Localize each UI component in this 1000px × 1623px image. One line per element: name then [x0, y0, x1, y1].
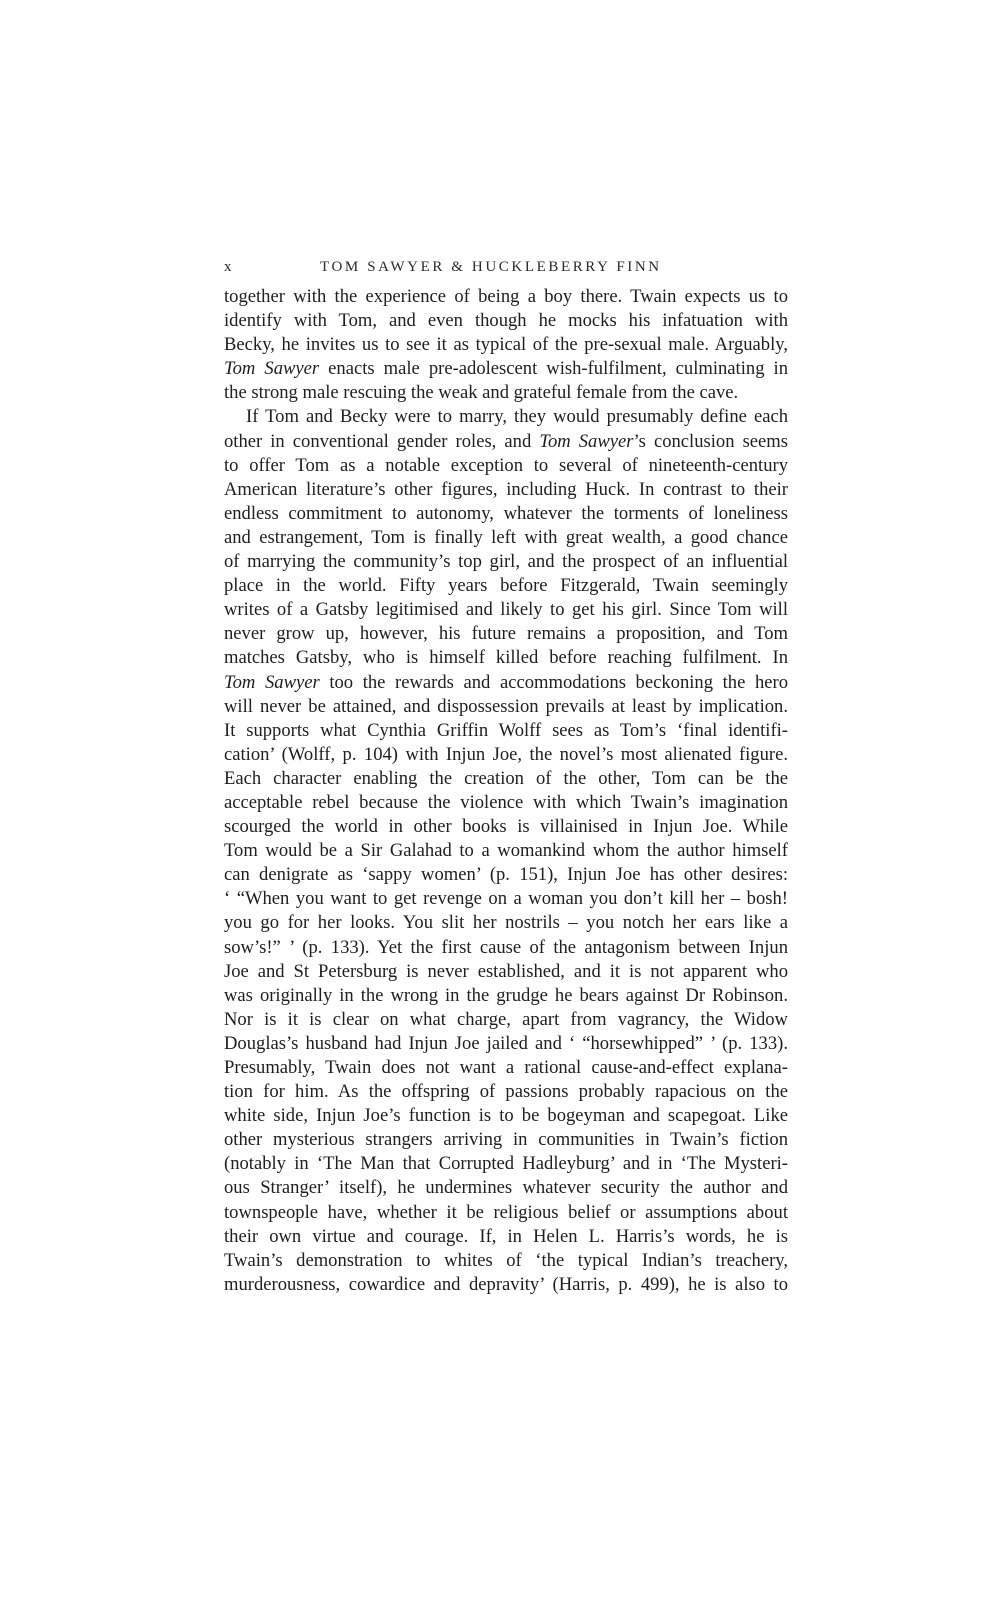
- text-segment: identify with Tom, and even though he mocks his infatuation with: [224, 310, 788, 332]
- text-segment: acceptable rebel because the violence with which Twain’s imagination: [224, 791, 788, 813]
- text-segment: Twain’s demonstration to whites of ‘the typical Indian’s treachery,: [224, 1249, 788, 1271]
- text-segment: murderousness, cowardice and depravity’ (Harris, p. 499), he is also to: [224, 1273, 788, 1295]
- text-segment: was originally in the wrong in the grudge he bears against Dr Robinson.: [224, 984, 788, 1006]
- text-segment: other in conventional gender roles, and: [224, 430, 540, 452]
- text-segment: writes of a Gatsby legitimised and likely to get his girl. Since Tom will: [224, 599, 788, 621]
- text-line: [224, 381, 788, 405]
- text-line: [224, 887, 788, 911]
- text-segment: It supports what Cynthia Griffin Wolff sees as Tom’s ‘final identifi-: [224, 719, 788, 741]
- running-title: TOM SAWYER & HUCKLEBERRY FINN: [320, 259, 662, 275]
- text-segment: tion for him. As the offspring of passions probably rapacious on the: [224, 1081, 788, 1103]
- text-segment: ’s conclusion seems: [633, 430, 789, 452]
- text-segment: their own virtue and courage. If, in Helen L. Harris’s words, he is: [224, 1225, 788, 1247]
- text-line: [224, 1152, 788, 1176]
- text-segment: Presumably, Twain does not want a rational cause-and-effect explana-: [224, 1057, 788, 1078]
- text-line: [224, 936, 788, 960]
- italic-title: Tom Sawyer: [224, 671, 320, 693]
- text-line: [224, 1176, 788, 1200]
- text-segment: cation’ (Wolff, p. 104) with Injun Joe, the novel’s most alienated figure.: [224, 743, 788, 765]
- text-line: [224, 357, 788, 381]
- text-segment: Nor is it is clear on what charge, apart from vagrancy, the Widow: [224, 1008, 788, 1030]
- running-head: [224, 255, 788, 281]
- text-line: [224, 839, 788, 863]
- text-line: [224, 1056, 788, 1080]
- text-segment: scourged the world in other books is villainised in Injun Joe. While: [224, 816, 788, 838]
- text-line: [224, 333, 788, 357]
- text-line: [224, 574, 788, 598]
- text-line: [224, 815, 788, 839]
- text-line: [224, 1080, 788, 1104]
- text-line: [224, 646, 788, 670]
- text-segment: you go for her looks. You slit her nostrils – you notch her ears like a: [224, 912, 788, 934]
- text-segment: Tom would be a Sir Galahad to a womankind whom the author himself: [224, 840, 788, 862]
- text-segment: never grow up, however, his future remains a proposition, and Tom: [224, 623, 788, 645]
- text-segment: townspeople have, whether it be religious belief or assumptions about: [224, 1201, 788, 1223]
- text-segment: matches Gatsby, who is himself killed before reaching fulfilment. In: [224, 647, 788, 669]
- text-line: [224, 960, 788, 984]
- text-segment: other mysterious strangers arriving in communities in Twain’s fiction: [224, 1129, 788, 1151]
- text-line: [224, 1008, 788, 1032]
- body-text: [224, 285, 788, 1297]
- text-line: [224, 478, 788, 502]
- text-line: [224, 911, 788, 935]
- text-line: [224, 984, 788, 1008]
- text-segment: If Tom and Becky were to marry, they would presumably define each: [246, 406, 788, 428]
- text-line: [224, 767, 788, 791]
- text-line: [224, 454, 788, 478]
- text-segment: place in the world. Fifty years before Fitzgerald, Twain seemingly: [224, 575, 788, 597]
- text-segment: together with the experience of being a boy there. Twain expects us to: [224, 286, 788, 307]
- text-segment: Becky, he invites us to see it as typical of the pre-sexual male. Arguably,: [224, 334, 788, 356]
- text-segment: can denigrate as ‘sappy women’ (p. 151), Injun Joe has other desires:: [224, 864, 788, 886]
- text-line: [224, 1273, 788, 1297]
- text-line: [224, 1104, 788, 1128]
- book-page: [224, 255, 788, 1297]
- text-segment: enacts male pre-adolescent wish-fulfilment, culminating in: [319, 358, 788, 380]
- text-line: [224, 1225, 788, 1249]
- text-segment: to offer Tom as a notable exception to several of nineteenth-century: [224, 454, 788, 476]
- text-segment: will never be attained, and dispossession prevails at least by implication.: [224, 695, 788, 717]
- text-segment: Each character enabling the creation of the other, Tom can be the: [224, 767, 788, 789]
- text-segment: endless commitment to autonomy, whatever the torments of loneliness: [224, 502, 788, 524]
- text-line: [224, 405, 788, 429]
- text-line: [224, 1201, 788, 1225]
- text-line: [224, 1032, 788, 1056]
- text-line: [224, 863, 788, 887]
- text-segment: too the rewards and accommodations beckoning the hero: [319, 671, 788, 693]
- text-line: [224, 671, 788, 695]
- text-line: [224, 598, 788, 622]
- text-segment: Douglas’s husband had Injun Joe jailed and ‘ “horsewhipped” ’ (p. 133).: [224, 1032, 788, 1054]
- italic-title: Tom Sawyer: [224, 358, 320, 380]
- text-segment: of marrying the community’s top girl, and the prospect of an influential: [224, 551, 788, 573]
- text-line: [224, 743, 788, 767]
- text-segment: and estrangement, Tom is finally left with great wealth, a good chance: [224, 526, 788, 548]
- text-line: [224, 1249, 788, 1273]
- text-line: [224, 791, 788, 815]
- text-line: [224, 526, 788, 550]
- text-line: [224, 1128, 788, 1152]
- text-segment: (notably in ‘The Man that Corrupted Hadleyburg’ and in ‘The Mysteri-: [224, 1153, 788, 1175]
- text-segment: the strong male rescuing the weak and grateful female from the cave.: [224, 382, 739, 404]
- text-line: [224, 285, 788, 309]
- text-segment: Joe and St Petersburg is never established, and it is not apparent who: [224, 960, 788, 982]
- text-line: [224, 502, 788, 526]
- text-segment: ‘ “When you want to get revenge on a woman you don’t kill her – bosh!: [224, 888, 788, 910]
- text-line: [224, 550, 788, 574]
- text-line: [224, 430, 788, 454]
- text-line: [224, 309, 788, 333]
- text-segment: white side, Injun Joe’s function is to be bogeyman and scapegoat. Like: [224, 1105, 788, 1127]
- text-line: [224, 622, 788, 646]
- text-line: [224, 695, 788, 719]
- page-number: x: [224, 259, 232, 275]
- italic-title: Tom Sawyer: [539, 430, 634, 452]
- text-segment: ous Stranger’ itself), he undermines whatever security the author and: [224, 1177, 788, 1199]
- text-segment: sow’s!” ’ (p. 133). Yet the first cause of the antagonism between Injun: [224, 936, 788, 958]
- text-line: [224, 719, 788, 743]
- text-segment: American literature’s other figures, including Huck. In contrast to their: [224, 478, 788, 500]
